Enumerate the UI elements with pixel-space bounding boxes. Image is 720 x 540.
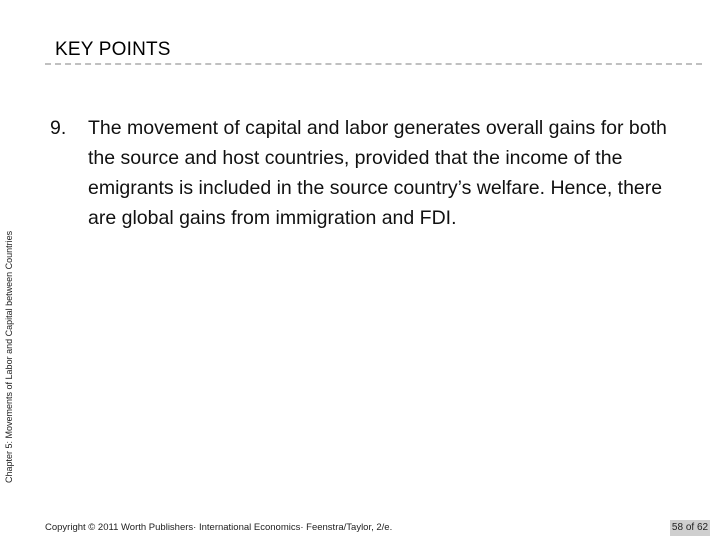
key-point [50, 113, 690, 233]
title-divider [45, 63, 702, 65]
slide-title: KEY POINTS [55, 39, 171, 60]
copyright-notice: Copyright © 2011 Worth Publishers· International Economics· Feenstra/Taylor, 2/e. [45, 522, 393, 533]
chapter-label: Chapter 5: Movements of Labor and Capital between Countries [4, 230, 14, 483]
key-point-number: 9. [50, 117, 67, 139]
key-point-text: The movement of capital and labor generates overall gains for both the source and host countries, provided that the income of the emigrants is included in the source country’s welfare. Hence, there are global gains from immigration and FDI. [88, 117, 667, 229]
page-number-badge: 58 of 62 [670, 520, 710, 536]
